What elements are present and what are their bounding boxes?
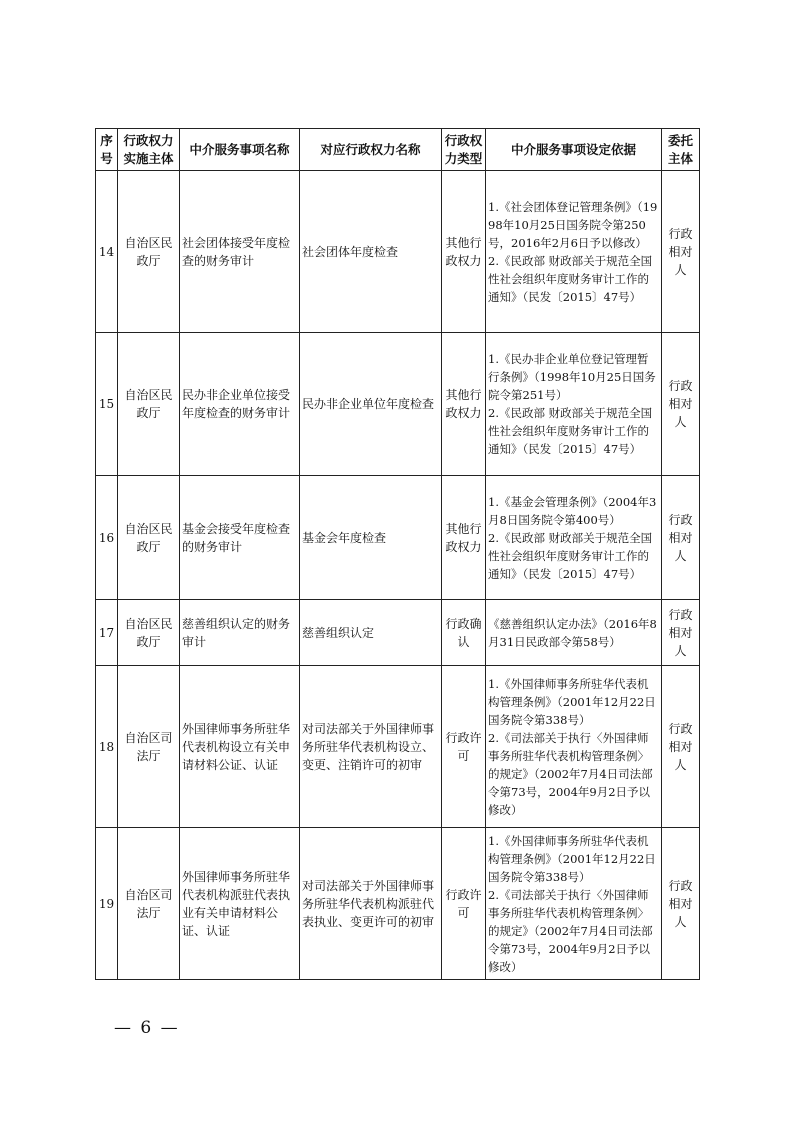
- header-subject: 行政权力实施主体: [118, 129, 180, 171]
- table-header-row: [96, 129, 700, 171]
- implementing-subject: 自治区民政厅: [118, 333, 180, 476]
- row-number: 15: [96, 333, 118, 476]
- service-item-name: 基金会接受年度检查的财务审计: [180, 476, 300, 600]
- legal-basis: [486, 666, 662, 828]
- header-basis: 中介服务事项设定依据: [486, 129, 662, 171]
- legal-basis-line: 1.《基金会管理条例》（2004年3月8日国务院令第400号）: [488, 494, 657, 527]
- implementing-subject: 自治区司法厅: [118, 828, 180, 980]
- legal-basis-line: 1.《外国律师事务所驻华代表机构管理条例》（2001年12月22日国务院令第338号）: [488, 833, 656, 884]
- implementing-subject: 自治区司法厅: [118, 666, 180, 828]
- power-type: 其他行政权力: [442, 333, 486, 476]
- row-number: 19: [96, 828, 118, 980]
- implementing-subject: 自治区民政厅: [118, 171, 180, 333]
- legal-basis: [486, 828, 662, 980]
- legal-basis-line: 2.《司法部关于执行〈外国律师事务所驻华代表机构管理条例〉的规定》（2002年7月4日司法部令第73号，2004年9月2日予以修改）: [488, 730, 653, 817]
- row-number: 14: [96, 171, 118, 333]
- entrusted-subject: 行政相对人: [662, 333, 700, 476]
- table-row: [96, 828, 700, 980]
- legal-basis: [486, 333, 662, 476]
- table-row: [96, 171, 700, 333]
- power-type: 其他行政权力: [442, 171, 486, 333]
- implementing-subject: 自治区民政厅: [118, 476, 180, 600]
- administrative-power-name: 社会团体年度检查: [300, 171, 442, 333]
- page-number: — 6 —: [114, 1018, 180, 1038]
- row-number: 16: [96, 476, 118, 600]
- header-entrusted: 委托主体: [662, 129, 700, 171]
- administrative-power-name: 对司法部关于外国律师事务所驻华代表机构设立、变更、注销许可的初审: [300, 666, 442, 828]
- legal-basis: [486, 476, 662, 600]
- row-number: 17: [96, 600, 118, 666]
- table-row: [96, 600, 700, 666]
- legal-basis-line: 1.《民办非企业单位登记管理暂行条例》（1998年10月25日国务院令第251号）: [488, 352, 656, 402]
- entrusted-subject: 行政相对人: [662, 600, 700, 666]
- table-row: [96, 333, 700, 476]
- power-type: 行政许可: [442, 666, 486, 828]
- power-type: 其他行政权力: [442, 476, 486, 600]
- table-row: [96, 476, 700, 600]
- entrusted-subject: 行政相对人: [662, 828, 700, 980]
- administrative-power-name: 慈善组织认定: [300, 600, 442, 666]
- administrative-power-name: 对司法部关于外国律师事务所驻华代表机构派驻代表执业、变更许可的初审: [300, 828, 442, 980]
- legal-basis: [486, 600, 662, 666]
- entrusted-subject: 行政相对人: [662, 666, 700, 828]
- entrusted-subject: 行政相对人: [662, 476, 700, 600]
- service-item-name: 民办非企业单位接受年度检查的财务审计: [180, 333, 300, 476]
- legal-basis: [486, 171, 662, 333]
- power-type: 行政许可: [442, 828, 486, 980]
- power-type: 行政确认: [442, 600, 486, 666]
- implementing-subject: 自治区民政厅: [118, 600, 180, 666]
- legal-basis-line: 1.《社会团体登记管理条例》（1998年10月25日国务院令第250号，2016年2月6日予以修改）: [488, 199, 658, 250]
- service-item-name: 慈善组织认定的财务审计: [180, 600, 300, 666]
- legal-basis-line: 1.《外国律师事务所驻华代表机构管理条例》（2001年12月22日国务院令第338号）: [488, 676, 656, 727]
- service-items-table: [95, 128, 700, 980]
- service-item-name: 外国律师事务所驻华代表机构派驻代表执业有关申请材料公证、认证: [180, 828, 300, 980]
- legal-basis-line: 2.《司法部关于执行〈外国律师事务所驻华代表机构管理条例〉的规定》（2002年7月4日司法部令第73号，2004年9月2日予以修改）: [488, 887, 653, 974]
- row-number: 18: [96, 666, 118, 828]
- header-power: 对应行政权力名称: [300, 129, 442, 171]
- administrative-power-name: 民办非企业单位年度检查: [300, 333, 442, 476]
- header-type: 行政权力类型: [442, 129, 486, 171]
- service-item-name: 社会团体接受年度检查的财务审计: [180, 171, 300, 333]
- legal-basis-line: 2.《民政部 财政部关于规范全国性社会组织年度财务审计工作的通知》（民发〔2015〕47号）: [488, 406, 653, 456]
- entrusted-subject: 行政相对人: [662, 171, 700, 333]
- legal-basis-line: 2.《民政部 财政部关于规范全国性社会组织年度财务审计工作的通知》（民发〔2015〕47号）: [488, 530, 653, 581]
- administrative-power-name: 基金会年度检查: [300, 476, 442, 600]
- header-item: 中介服务事项名称: [180, 129, 300, 171]
- table-row: [96, 666, 700, 828]
- legal-basis-line: 2.《民政部 财政部关于规范全国性社会组织年度财务审计工作的通知》（民发〔2015〕47号）: [488, 253, 653, 304]
- legal-basis-line: 《慈善组织认定办法》（2016年8月31日民政部令第58号）: [488, 616, 657, 649]
- header-num: 序号: [96, 129, 118, 171]
- service-item-name: 外国律师事务所驻华代表机构设立有关申请材料公证、认证: [180, 666, 300, 828]
